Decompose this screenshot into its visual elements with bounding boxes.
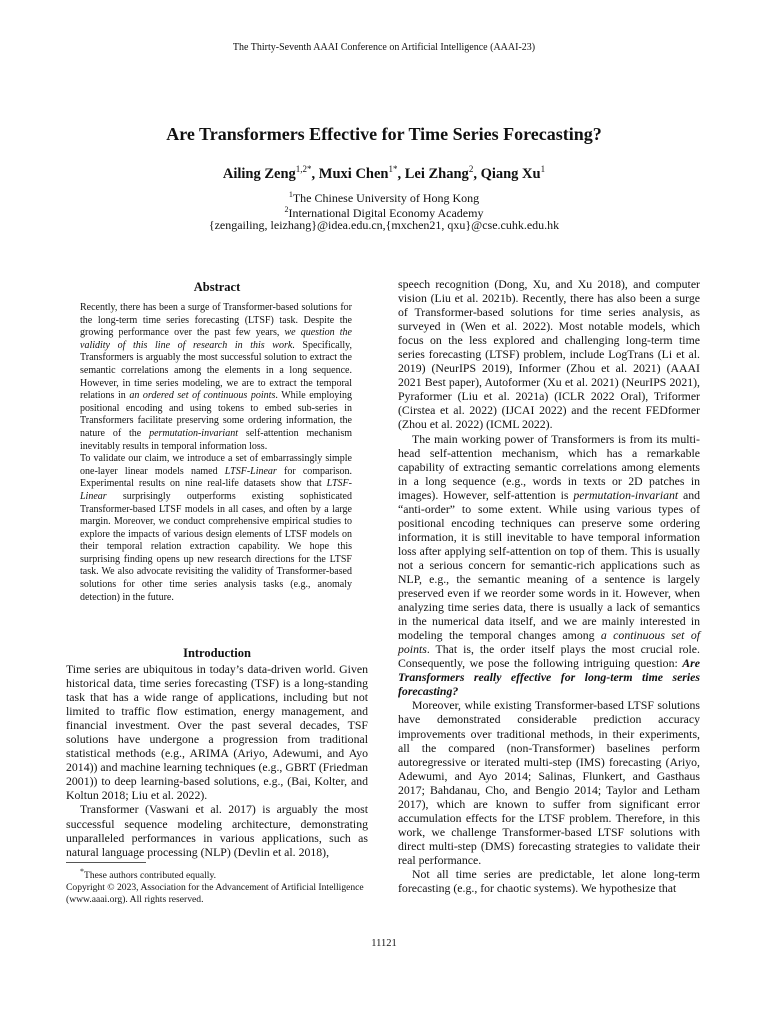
author-name: Muxi Chen [318,165,389,182]
footnote-divider [66,862,146,863]
affiliation-mark: 2 [284,205,289,214]
body-paragraph [398,867,700,895]
text-run: self-attention mechanism inevitably results in temporal information loss. [80,427,352,452]
text-run: . While employing positional encoding and using tokens to embed sub-series in Transformers facilitate preserving some ordering information, the nature of the [80,390,353,439]
text-run: surprisingly outperforms existing sophisticated Transformer-based LTSF models in all cases, and often by a large margin. Moreover, we conduct comprehensive empirical studies to explore the impacts of various design elements of LTSF models on their temporal relation extraction capability. We hope this surprising finding opens up new research directions for the LTSF task. We also advocate revisiting the validity of Transformer-based solutions for other time series analysis tasks (e.g., anomaly detection) in the future. [80,490,352,603]
text-run: Moreover, while existing Transformer-based LTSF solutions have demonstrated considerable prediction accuracy improvements over traditional methods, in their experiments, all the compared (non-Transformer) baselines perform autoregressive or iterated multi-step (IMS) forecasting (Ariyo, Adewumi, and Ayo 2014; Salinas, Flunkert, and Gasthaus 2017; Bahdanau, Cho, and Bengio 2014; Taylor and Letham 2017), which are known to suffer from significant error accumulation effects for the LTSF problem. Therefore, in this work, we challenge Transformer-based LTSF solutions with direct multi-step (DMS) forecasting strategies to validate their real performance. [398,698,700,867]
text-run: The main working power of Transformers is from its multi-head self-attention mechanism, which has a remarkable capability of extracting semantic correlations among elements in a long sequence (e.g., words in texts or 2D patches in images). However, self-attention is [398,431,700,502]
abstract-heading: Abstract [193,280,241,294]
text-run: Time series are ubiquitous in today’s data-driven world. Given historical data, time series forecasting (TSF) is a long-standing task that has a wide range of applications, including but not limited to traffic flow estimation, energy management, and financial investment. Over the past several decades, TSF solutions have undergone a progression from traditional statistical methods (e.g., ARIMA (Ariyo, Adewumi, and Ayo 2014)) and machine learning techniques (e.g., GBRT (Friedman 2001)) to deep learning-based solutions, e.g., (Bai, Kolter, and Koltun 2018; Liu et al. 2022). [66,662,368,803]
text-run: speech recognition (Dong, Xu, and Xu 2018), and computer vision (Liu et al. 2021b). Recently, there has also been a surge of Transformer-based solutions for time series analysis, as surveyed in (Wen et al. 2022). Most notable models, which focus on the less explored and challenging long-term time series forecasting (LTSF) problem, include LogTrans (Li et al. 2019) (NeurIPS 2019), Informer (Zhou et al. 2021) (AAAI 2021 Best paper), Autoformer (Xu et al. 2021) (NeurIPS 2021), Pyraformer (Liu et al. 2021a) (ICLR 2022 Oral), Triformer (Cirstea et al. 2022) (IJCAI 2022) and the recent FEDformer (Zhou et al. 2022) (ICML 2022). [398,277,700,432]
text-run: To validate our claim, we introduce a set of embarrassingly simple one-layer linear models named [80,453,352,477]
text-run: . Specifically, Transformers is arguably the most successful solution to extract the semantic correlations among the elements in a long sequence. However, in time series modeling, we are to extract the temporal relations in [80,339,353,402]
text-run: for comparison. Experimental results on nine real-life datasets show that [80,465,352,490]
introduction-heading: Introduction [183,646,251,660]
author-affiliation-mark: 1 [540,164,546,174]
introduction-body [66,662,368,859]
copyright-notice: Copyright © 2023, Association for the Advancement of Artificial Intelligence (www.aaai.org). All rights reserved. [66,882,364,906]
footnote-text: These authors contributed equally. [84,870,217,882]
conference-header: The Thirty-Seventh AAAI Conference on Artificial Intelligence (AAAI-23) [232,42,536,53]
text-run: permutation-invariant [149,427,238,439]
text-run: . That is, the order itself plays the most crucial role. Consequently, we pose the following intriguing question: [398,642,700,671]
paper-title: Are Transformers Effective for Time Series Forecasting? [166,124,602,144]
body-paragraph [66,802,368,858]
author-name: Lei Zhang [404,165,469,182]
author-affiliation-mark: 1,2* [295,164,312,174]
footnote [66,866,368,906]
author-affiliation-mark: 1* [388,164,398,174]
footnote-marker: * [80,867,84,876]
text-run: LTSF-Linear [80,478,352,502]
text-run: Are Transformers really effective for long-term time series forecasting? [398,656,700,699]
affiliation-name: International Digital Economy Academy [288,206,484,220]
body-paragraph [398,698,700,867]
author-list: Ailing Zeng$^{1,2*}$, Muxi Chen$^{1*}$, Lei Zhang$^2$, Qiang Xu$^1$ [222,164,546,182]
affiliation-mark: 1 [288,190,293,199]
author-emails: {zengailing, leizhang}@idea.edu.cn,{mxchen21, qxu}@cse.cuhk.edu.hk [208,218,560,232]
text-run: LTSF-Linear [224,465,277,477]
text-run: Transformer (Vaswani et al. 2017) is arguably the most successful sequence modeling architecture, demonstrating unparalleled performances in various applications, such as natural language processing (NLP) (Devlin et al. 2018), [66,802,368,859]
text-run: we question the validity of this line of research in this work [80,327,352,351]
abstract-paragraph [80,453,352,604]
body-paragraph [66,662,368,802]
author-name: Qiang Xu [480,165,541,182]
text-run: Not all time series are predictable, let alone long-term forecasting (e.g., for chaotic systems). We hypothesize that [398,866,700,896]
author-name: Ailing Zeng [222,165,296,182]
text-run: a continuous set of points [398,628,700,657]
text-run: an ordered set of continuous points [129,390,276,402]
right-column-body [398,277,700,895]
body-paragraph [398,277,700,432]
page-number: 11121 [371,938,397,949]
abstract-body [80,302,352,604]
author-affiliation-mark: 2 [468,164,474,174]
affiliation-name: The Chinese University of Hong Kong [292,191,480,205]
text-run: permutation-invariant [573,487,679,502]
body-paragraph [398,432,700,699]
text-run: and “anti-order” to some extent. While using various types of positional encoding techniques can preserve some ordering information, it is still inevitable to have temporal information loss after applying self-attention on top of them. This is usually not a serious concern for semantic-rich applications such as NLP, e.g., the semantic meaning of a sentence is largely preserved even if we reorder some words in it. However, when analyzing time series data, there is usually a lack of semantics in the numerical data itself, and we are mainly interested in modeling the temporal changes among [398,487,701,643]
abstract-paragraph [80,302,352,453]
text-run: Recently, there has been a surge of Transformer-based solutions for the long-term time series forecasting (LTSF) task. Despite the growing performance over the past few years, [80,302,352,339]
